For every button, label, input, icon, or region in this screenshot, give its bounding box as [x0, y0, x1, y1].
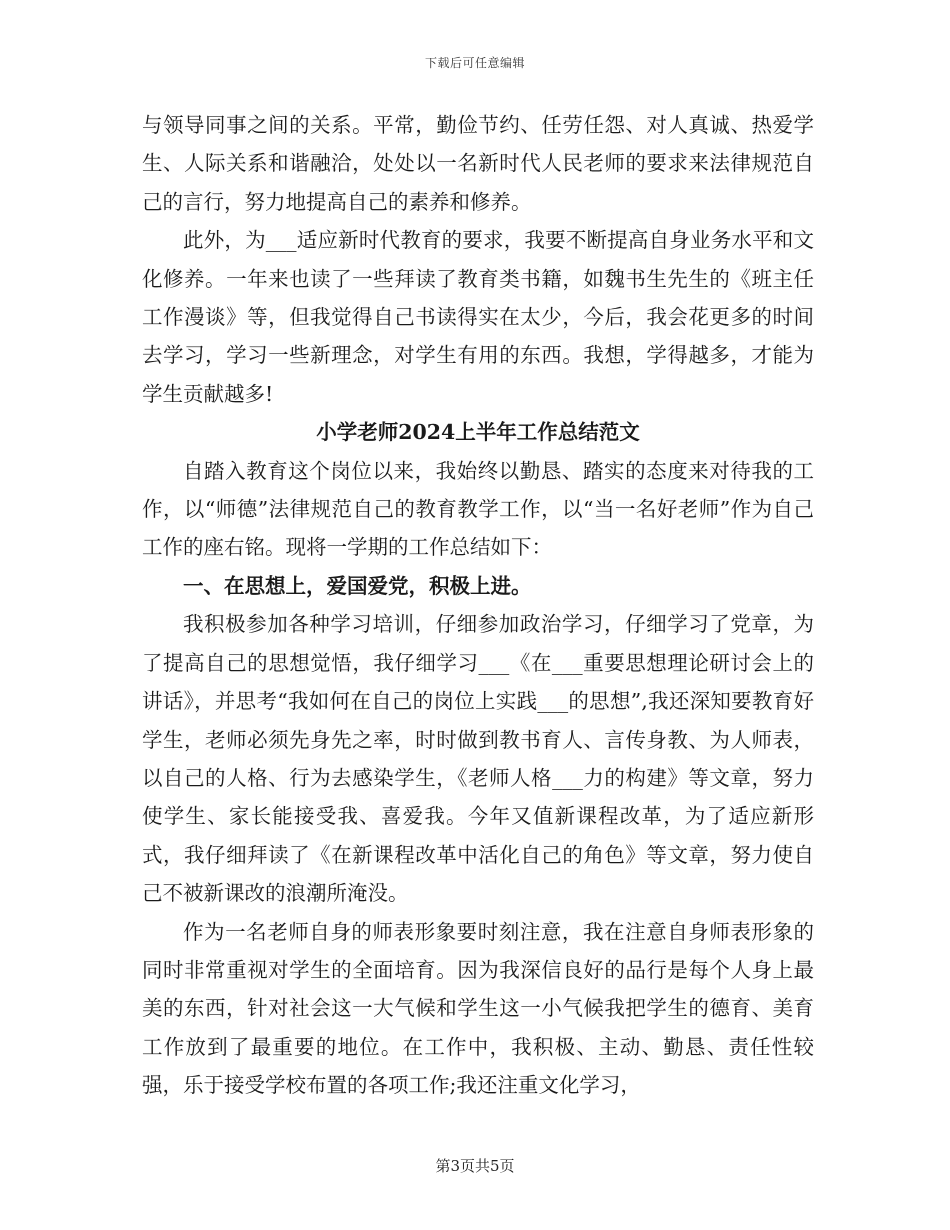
page-header: 下载后可任意编辑 [424, 56, 525, 70]
paragraph-5: 作为一名老师自身的师表形象要时刻注意，我在注意自身师表形象的同时非常重视对学生的全面培育。因为我深信良好的品行是每个人身上最美的东西，针对社会这一大气候和学生这一小气候我把学生的德育、美育工作放到了最重要的地位。在工作中，我积极、主动、勤恳、责任性较强，乐于接受学校布置的各项工作;我还注重文化学习， [142, 919, 814, 1098]
paragraph-1: 与领导同事之间的关系。平常，勤俭节约、任劳任怨、对人真诚、热爱学生、人际关系和谐融洽，处处以一名新时代人民老师的要求来法律规范自己的言行，努力地提高自己的素养和修养。 [142, 113, 814, 214]
document-title: 小学老师2024上半年工作总结范文 [316, 420, 640, 445]
paragraph-4: 我积极参加各种学习培训，仔细参加政治学习，仔细学习了党章，为了提高自己的思想觉悟，我仔细学习___《在___重要思想理论研讨会上的讲话》，并思考“我如何在自己的岗位上实践___的思想”,我还深知要教育好学生，老师必须先身先之率，时时做到教书育人、言传身教、为人师表，以自己的人格、行为去感染学生，《老师人格___力的构建》等文章，努力使学生、家长能接受我、喜爱我。今年又值新课程改革，为了适应新形式，我仔细拜读了《在新课程改革中活化自己的角色》等文章，努力使自己不被新课改的浪潮所淹没。 [142, 612, 814, 906]
page-number: 第3页共5页 [435, 1157, 515, 1175]
paragraph-3: 自踏入教育这个岗位以来，我始终以勤恳、踏实的态度来对待我的工作，以“师德”法律规范自己的教育教学工作，以“当一名好老师”作为自己工作的座右铭。现将一学期的工作总结如下： [142, 458, 814, 560]
document-body [142, 106, 814, 1105]
section-heading-1: 一、在思想上，爱国爱党，积极上进。 [183, 573, 532, 598]
paragraph-2: 此外，为___适应新时代教育的要求，我要不断提高自身业务水平和文化修养。一年来也读了一些拜读了教育类书籍，如魏书生先生的《班主任工作漫谈》等，但我觉得自己书读得实在太少，今后，我会花更多的时间去学习，学习一些新理念，对学生有用的东西。我想，学得越多，才能为学生贡献越多! [142, 228, 814, 406]
